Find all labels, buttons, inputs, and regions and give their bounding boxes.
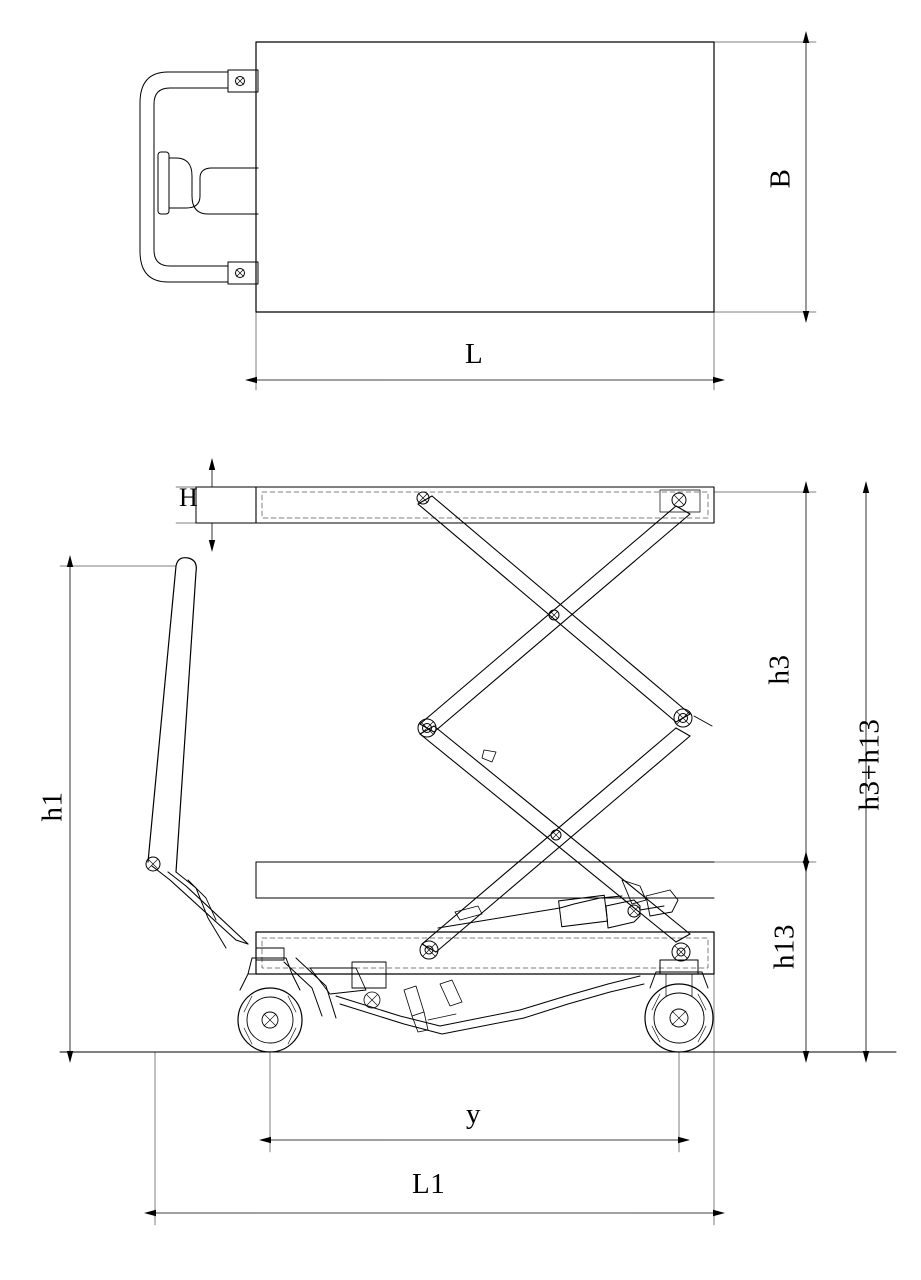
dimension-label-h1: h1: [36, 791, 69, 822]
dimension-label-h13: h13: [768, 924, 801, 969]
dimension-label-L: L: [465, 338, 484, 370]
dimension-label-L1: L1: [412, 1168, 446, 1200]
dimension-label-y: y: [466, 1098, 481, 1130]
dimension-label-h3-plus-h13: h3+h13: [853, 718, 886, 811]
dimension-label-h3: h3: [763, 654, 796, 685]
dimension-label-H: H: [179, 483, 199, 512]
dimension-lines: [60, 463, 866, 1225]
dimension-label-B: B: [764, 168, 797, 189]
